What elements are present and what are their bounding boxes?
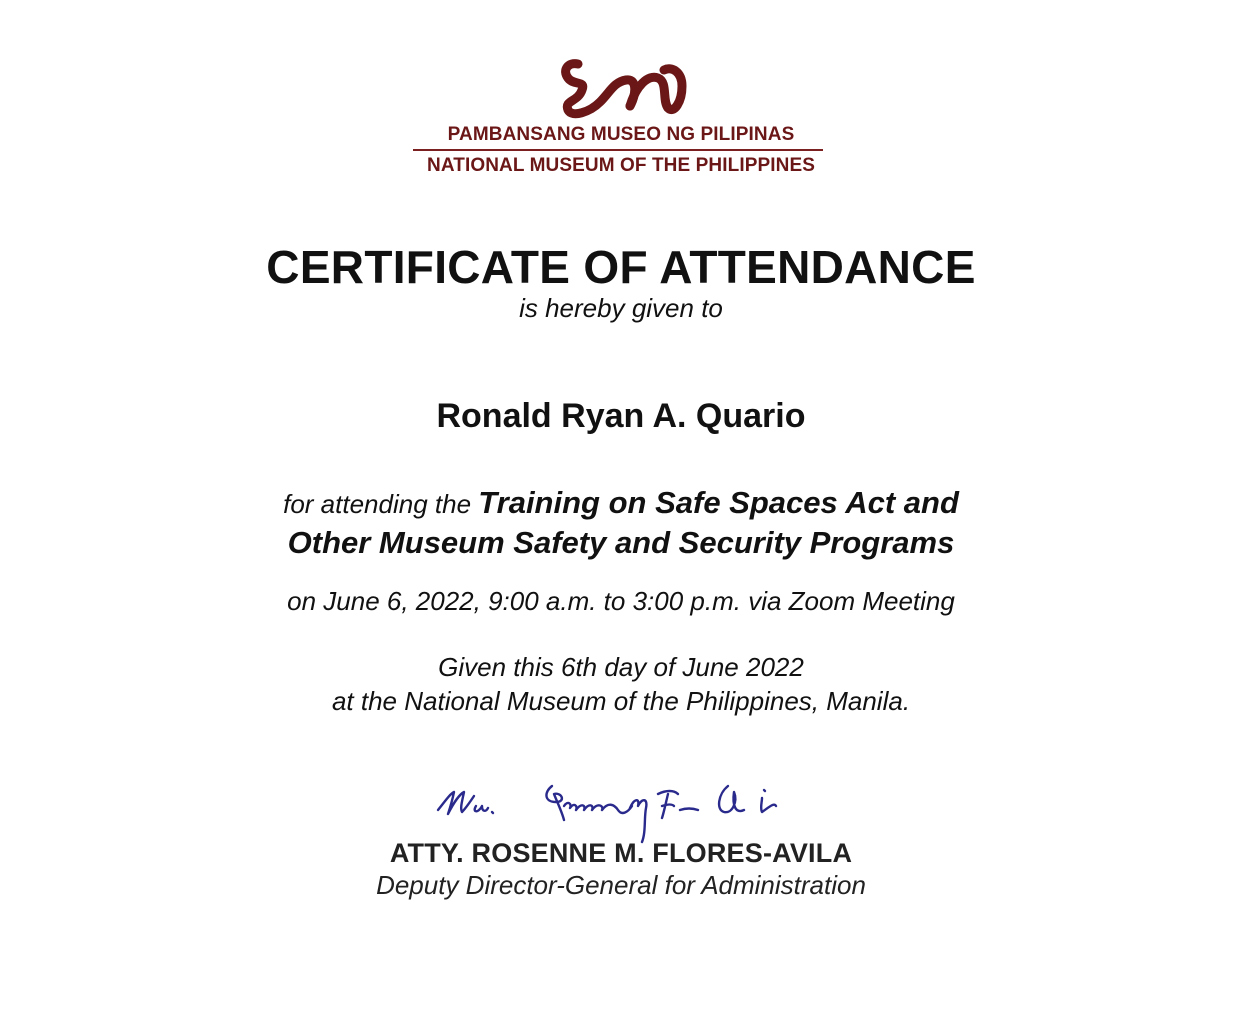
recipient-name: Ronald Ryan A. Quario [436,397,806,435]
given-to-text: is hereby given to [519,293,723,323]
header-divider [413,149,823,151]
handwritten-signature-icon [432,772,832,846]
attending-prefix: for attending the [283,489,472,519]
program-title-line2: Other Museum Safety and Security Programs [287,525,955,560]
program-title-line1: Training on Safe Spaces Act and [478,485,959,520]
national-museum-logo-icon [556,56,688,120]
museum-name-filipino: PAMBANSANG MUSEO NG PILIPINAS [447,124,795,145]
event-date-line: on June 6, 2022, 9:00 a.m. to 3:00 p.m. via Zoom Meeting [287,586,955,616]
attending-line [0,485,1242,521]
museum-name-english: NATIONAL MUSEUM OF THE PHILIPPINES [427,155,815,176]
issue-date-line: Given this 6th day of June 2022 [438,652,804,682]
issue-place-line: at the National Museum of the Philippines, Manila. [331,686,911,716]
signatory-name: ATTY. ROSENNE M. FLORES-AVILA [389,838,853,868]
signatory-position: Deputy Director-General for Administration [376,870,866,900]
certificate-title: CERTIFICATE OF ATTENDANCE [266,241,976,293]
